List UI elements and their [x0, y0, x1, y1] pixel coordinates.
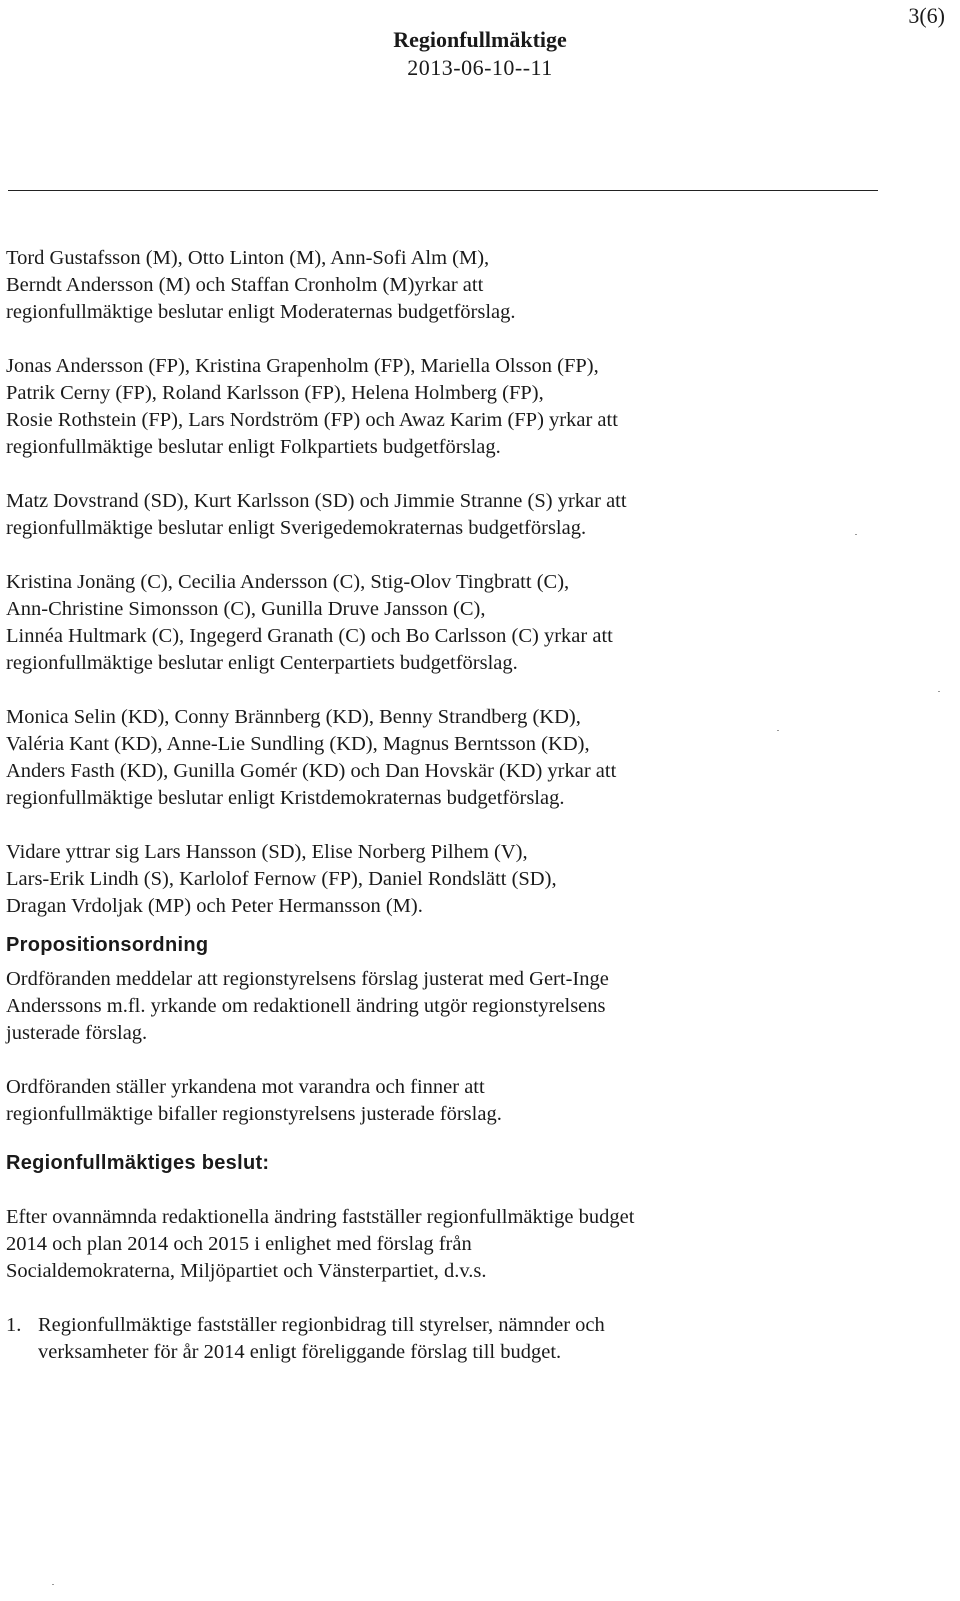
numbered-item: [6, 1312, 906, 1366]
scan-speck: [777, 730, 779, 731]
header-date: 2013-06-10--11: [407, 55, 553, 80]
paragraph-speakers: [6, 839, 906, 920]
text-line: Ordföranden ställer yrkandena mot varandra och finner att: [6, 1076, 485, 1098]
paragraph-centerpartiet: [6, 569, 906, 677]
scan-speck: [855, 534, 857, 535]
text-line: Anderssons m.fl. yrkande om redaktionell ändring utgör regionstyrelsens: [6, 995, 606, 1017]
paragraph-kristdemokraterna: [6, 704, 906, 812]
text-line: Socialdemokraterna, Miljöpartiet och Vänsterpartiet, d.v.s.: [6, 1260, 487, 1282]
text-line: Ann-Christine Simonsson (C), Gunilla Druve Jansson (C),: [6, 598, 486, 620]
scan-speck: [938, 691, 940, 692]
text-line: Berndt Andersson (M) och Staffan Cronholm (M)yrkar att: [6, 274, 484, 296]
text-line: regionfullmäktige beslutar enligt Kristdemokraternas budgetförslag.: [6, 787, 565, 809]
item-number: 1.: [6, 1314, 22, 1336]
document-header: [0, 26, 960, 82]
paragraph-sverigedemokraterna: [6, 488, 906, 542]
text-line: Ordföranden meddelar att regionstyrelsens förslag justerat med Gert-Inge: [6, 968, 609, 990]
text-line: justerade förslag.: [6, 1022, 148, 1044]
heading-propositionsordning: Propositionsordning: [6, 934, 209, 956]
text-line: Jonas Andersson (FP), Kristina Grapenholm (FP), Mariella Olsson (FP),: [6, 355, 599, 377]
heading-beslut: Regionfullmäktiges beslut:: [6, 1152, 270, 1174]
text-line: regionfullmäktige beslutar enligt Moderaternas budgetförslag.: [6, 301, 516, 323]
paragraph-beslut: [6, 1204, 906, 1285]
text-line: Monica Selin (KD), Conny Brännberg (KD), Benny Strandberg (KD),: [6, 706, 581, 728]
scan-speck: [52, 1584, 54, 1585]
paragraph-moderaterna: [6, 245, 906, 326]
text-line: Patrik Cerny (FP), Roland Karlsson (FP), Helena Holmberg (FP),: [6, 382, 544, 404]
paragraph-proposition-1: [6, 966, 906, 1047]
text-line: Linnéa Hultmark (C), Ingegerd Granath (C) och Bo Carlsson (C) yrkar att: [6, 625, 613, 647]
text-line: Valéria Kant (KD), Anne-Lie Sundling (KD), Magnus Berntsson (KD),: [6, 733, 590, 755]
text-line: Anders Fasth (KD), Gunilla Gomér (KD) och Dan Hovskär (KD) yrkar att: [6, 760, 617, 782]
header-title: Regionfullmäktige: [393, 27, 567, 52]
text-line: Kristina Jonäng (C), Cecilia Andersson (C), Stig-Olov Tingbratt (C),: [6, 571, 570, 593]
text-line: regionfullmäktige beslutar enligt Centerpartiets budgetförslag.: [6, 652, 518, 674]
text-line: Dragan Vrdoljak (MP) och Peter Hermansson (M).: [6, 895, 423, 917]
text-line: Regionfullmäktige fastställer regionbidrag till styrelser, nämnder och: [38, 1314, 605, 1336]
text-line: Lars-Erik Lindh (S), Karlolof Fernow (FP), Daniel Rondslätt (SD),: [6, 868, 557, 890]
text-line: regionfullmäktige beslutar enligt Folkpartiets budgetförslag.: [6, 436, 501, 458]
text-line: regionfullmäktige beslutar enligt Sverigedemokraternas budgetförslag.: [6, 517, 587, 539]
text-line: Rosie Rothstein (FP), Lars Nordström (FP) och Awaz Karim (FP) yrkar att: [6, 409, 618, 431]
text-line: Tord Gustafsson (M), Otto Linton (M), Ann-Sofi Alm (M),: [6, 247, 490, 269]
page-number: 3(6): [908, 3, 945, 28]
header-rule: [8, 190, 878, 191]
text-line: Vidare yttrar sig Lars Hansson (SD), Elise Norberg Pilhem (V),: [6, 841, 528, 863]
paragraph-folkpartiet: [6, 353, 906, 461]
item-text: [38, 1312, 605, 1366]
document-body: [6, 245, 906, 1393]
text-line: verksamheter för år 2014 enligt föreliggande förslag till budget.: [38, 1341, 562, 1363]
text-line: Efter ovannämnda redaktionella ändring fastställer regionfullmäktige budget: [6, 1206, 635, 1228]
text-line: 2014 och plan 2014 och 2015 i enlighet med förslag från: [6, 1233, 472, 1255]
paragraph-proposition-2: [6, 1074, 906, 1128]
text-line: regionfullmäktige bifaller regionstyrelsens justerade förslag.: [6, 1103, 502, 1125]
text-line: Matz Dovstrand (SD), Kurt Karlsson (SD) och Jimmie Stranne (S) yrkar att: [6, 490, 627, 512]
